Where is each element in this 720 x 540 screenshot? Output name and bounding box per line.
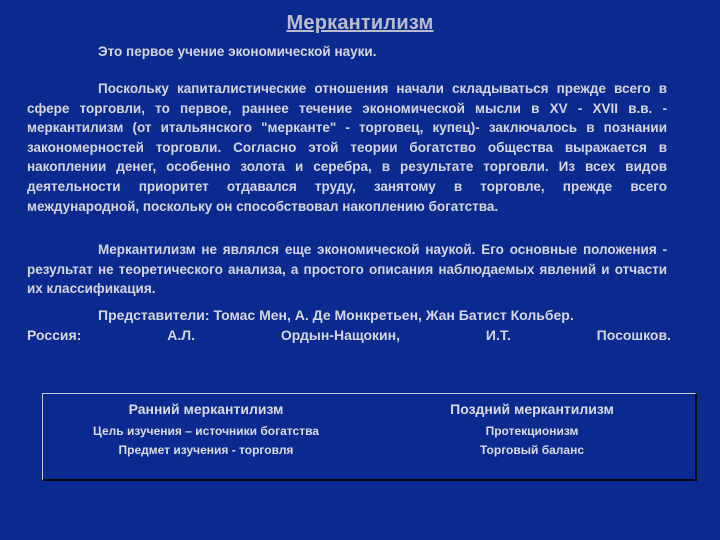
paragraph-not-science-text: Меркантилизм не являлся еще экономической наукой. Его основные положения - результат не теоретического анализа, а простого описания наблюдаемых явлений и отчасти их классификация.	[27, 242, 667, 297]
page-title: Меркантилизм	[286, 12, 434, 34]
russia-label: Россия:	[27, 327, 82, 343]
paragraph-history-text: Поскольку капиталистические отношения начали складываться прежде всего в сфере торговли, то первое, раннее течение экономической мысли в XV - XVII в.в. - меркантилизм (от итальянского "мерканте" - торговец, купец)- заключалось в познании закономерностей торговли. Согласно этой теории богатство общества выражается в накоплении денег, особенно золота и серебра, в результате торговли. Из всех видов деятельности приоритет отдавался труду, занятому в торговле, прежде всего международной, поскольку он способствовал накоплению богатства.	[27, 81, 667, 214]
comparison-table	[42, 393, 697, 481]
russia-initials-2: И.Т.	[485, 327, 511, 343]
early-mercantilism-title: Ранний меркантилизм	[128, 401, 284, 417]
late-mercantilism-column	[369, 394, 695, 479]
russia-surname-2: Посошков.	[596, 327, 671, 343]
late-mercantilism-trade-balance: Торговый баланс	[479, 443, 585, 457]
early-mercantilism-subject: Предмет изучения - торговля	[118, 443, 294, 457]
paragraph-history	[27, 79, 667, 216]
intro-sentence: Это первое учение экономической науки.	[98, 44, 377, 59]
representatives-line: Представители: Томас Мен, А. Де Монкретьен, Жан Батист Кольбер.	[98, 307, 574, 323]
early-mercantilism-goal: Цель изучения – источники богатства	[93, 424, 319, 438]
russia-row	[27, 327, 671, 343]
russia-initials-1: А.Л.	[167, 327, 195, 343]
early-mercantilism-column	[43, 394, 369, 479]
russia-surname-1: Ордын-Нащокин,	[280, 327, 400, 343]
late-mercantilism-protectionism: Протекционизм	[485, 424, 579, 438]
paragraph-not-science	[27, 240, 667, 299]
late-mercantilism-title: Поздний меркантилизм	[450, 401, 614, 417]
